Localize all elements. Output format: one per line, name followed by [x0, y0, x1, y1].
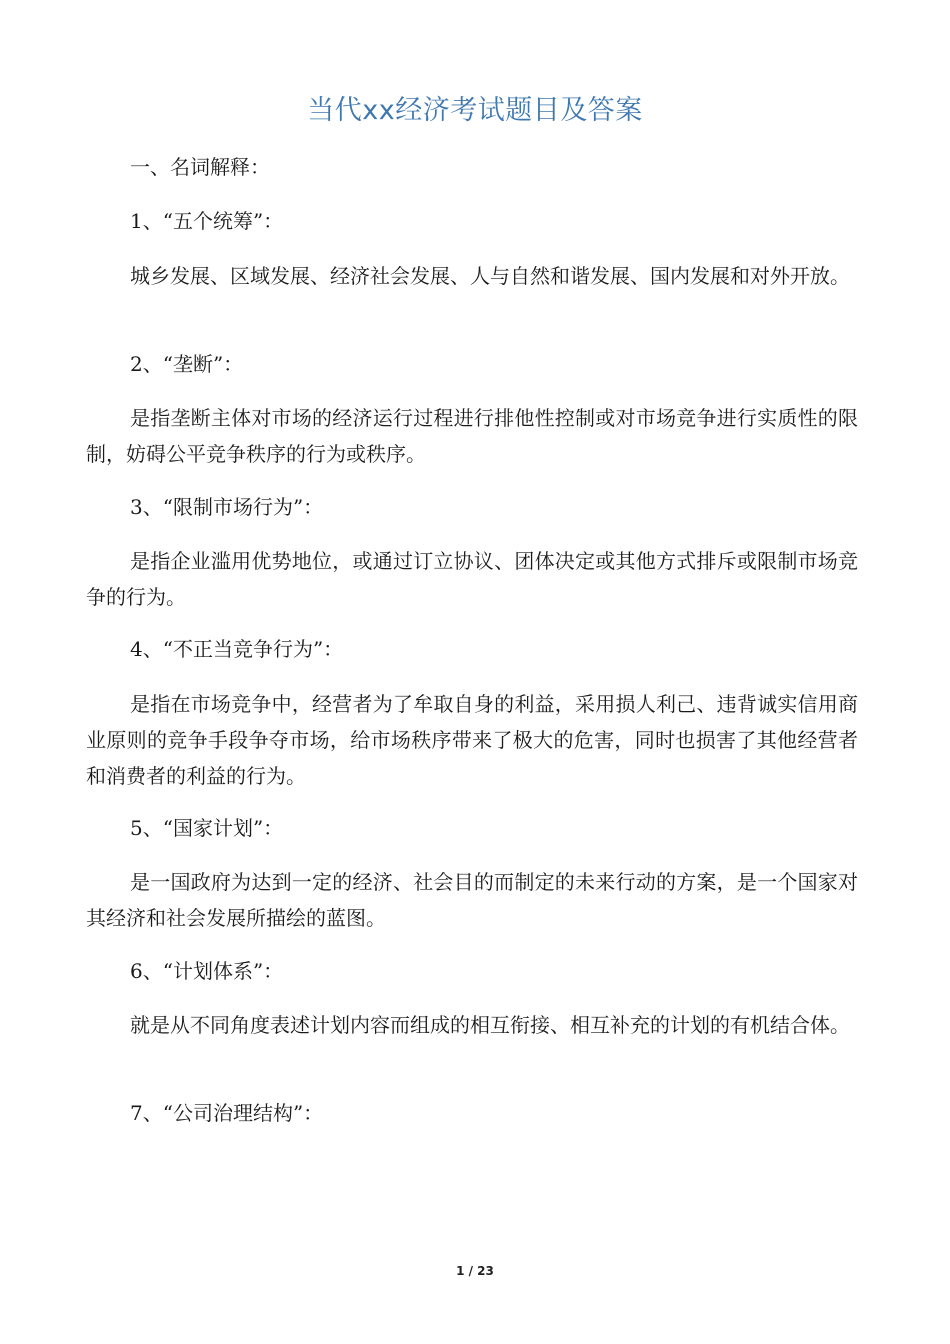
term-heading: 2、“垄断”：: [130, 352, 244, 376]
term-heading: 6、“计划体系”：: [130, 959, 284, 983]
section-heading: 一、名词解释：: [130, 155, 270, 179]
term-heading: 4、“不正当竞争行为”：: [130, 637, 344, 661]
term-heading: 3、“限制市场行为”：: [130, 495, 324, 519]
document-title: 当代xx经济考试题目及答案: [307, 95, 643, 126]
term-definition: 城乡发展、区域发展、经济社会发展、人与自然和谐发展、国内发展和对外开放。: [130, 264, 850, 288]
term-definition: 是一国政府为达到一定的经济、社会目的而制定的未来行动的方案，是一个国家对其经济和社会发展所描绘的蓝图。: [86, 870, 858, 930]
term-definition: 是指企业滥用优势地位，或通过订立协议、团体决定或其他方式排斥或限制市场竞争的行为。: [86, 549, 858, 609]
term-definition: 是指在市场竞争中，经营者为了牟取自身的利益，采用损人利己、违背诚实信用商业原则的竞争手段争夺市场，给市场秩序带来了极大的危害，同时也损害了其他经营者和消费者的利益的行为。: [86, 692, 858, 788]
term-heading: 5、“国家计划”：: [130, 816, 284, 840]
term-definition: 是指垄断主体对市场的经济运行过程进行排他性控制或对市场竞争进行实质性的限制，妨碍公平竞争秩序的行为或秩序。: [86, 406, 858, 466]
term-heading: 1、“五个统筹”：: [130, 209, 284, 233]
page-indicator: 1 / 23: [456, 1264, 494, 1278]
term-heading: 7、“公司治理结构”：: [130, 1101, 324, 1125]
term-definition: 就是从不同角度表述计划内容而组成的相互衔接、相互补充的计划的有机结合体。: [130, 1013, 850, 1037]
